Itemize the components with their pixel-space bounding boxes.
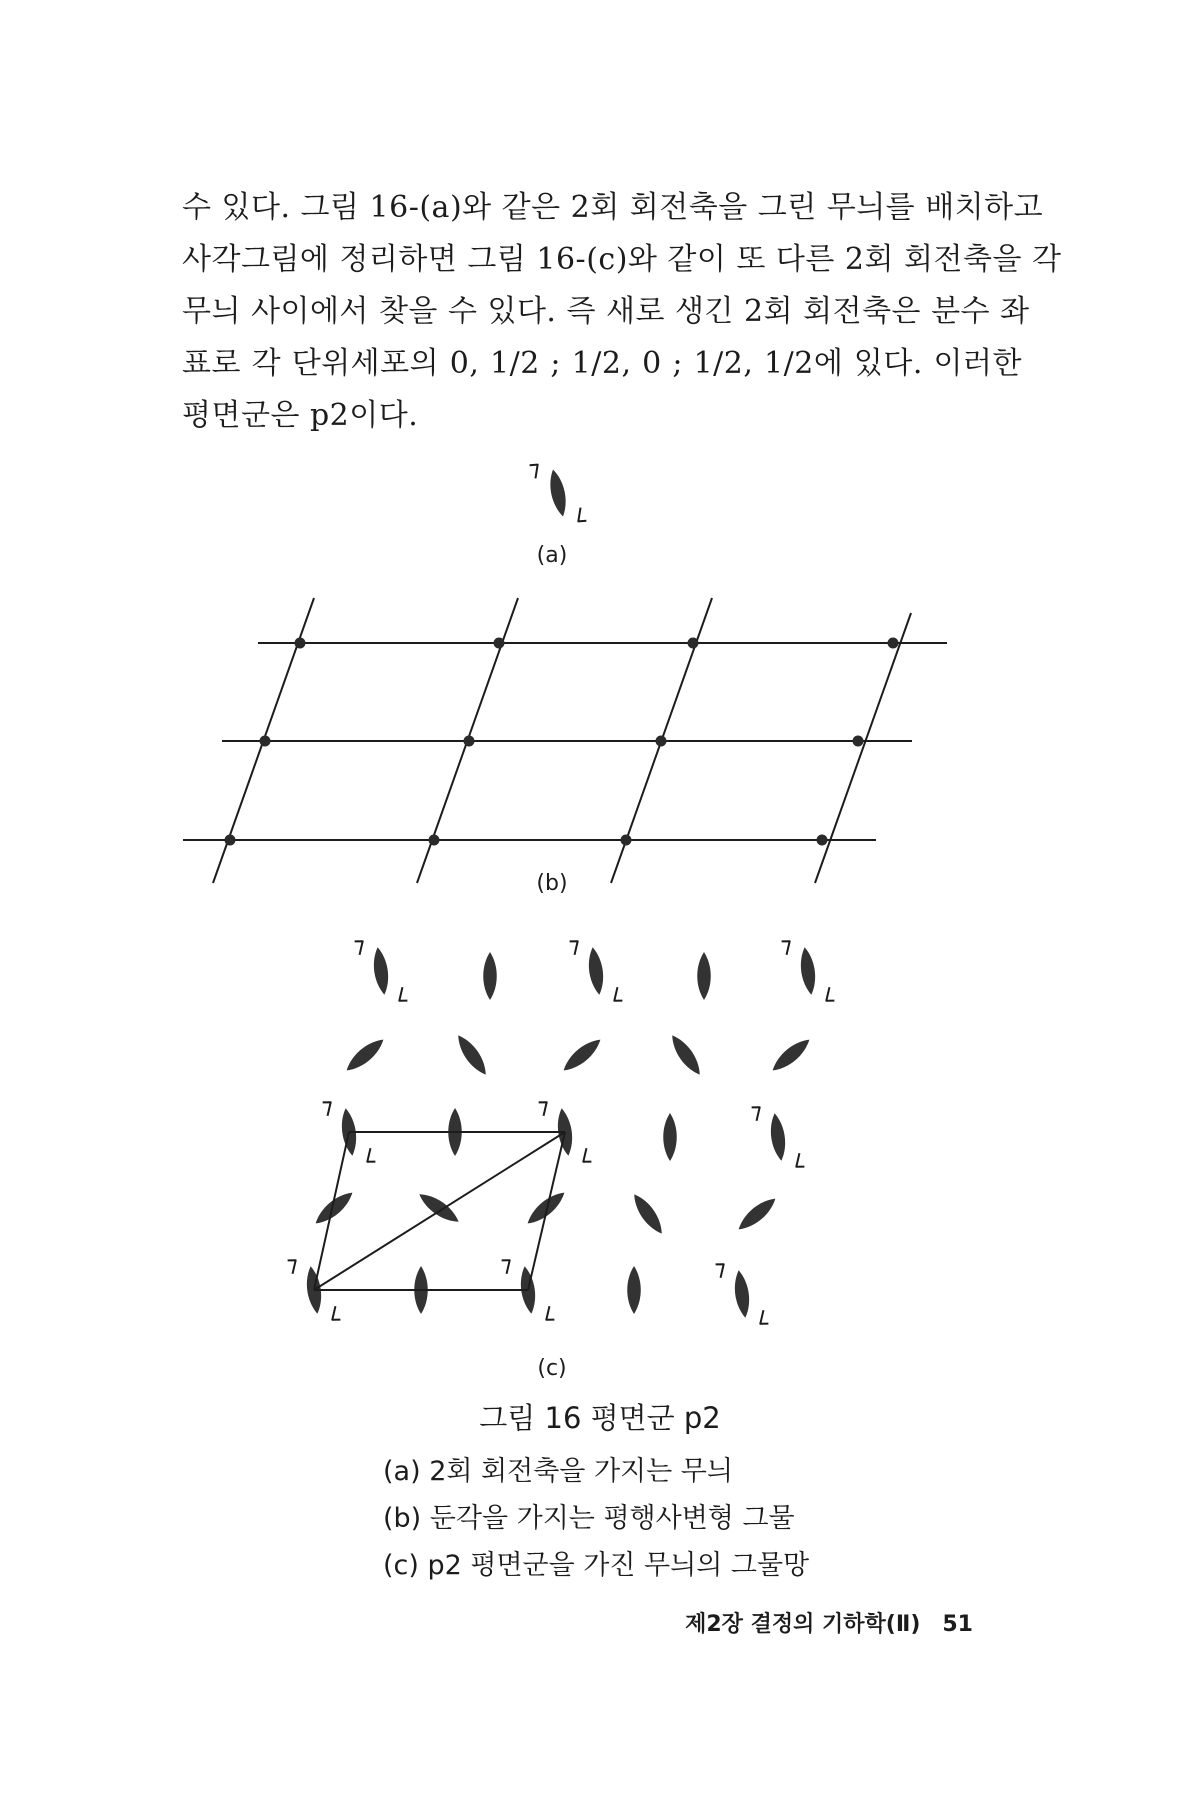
subcaption-c: (c) p2 평면군을 가진 무늬의 그물망: [383, 1550, 810, 1581]
figure-label-c: (c): [537, 1356, 567, 1381]
page-number: 51: [942, 1612, 973, 1637]
paragraph-line: 표로 각 단위세포의 0, 1/2 ; 1/2, 0 ; 1/2, 1/2에 있다. 이러한: [182, 346, 1022, 381]
figure-caption: 그림 16 평면군 p2: [479, 1401, 721, 1435]
page-footer: [685, 1607, 973, 1638]
paragraph-line: 무늬 사이에서 찾을 수 있다. 즉 새로 생긴 2회 회전축은 분수 좌: [182, 294, 1030, 329]
paragraph-line: 평면군은 p2이다.: [182, 398, 419, 433]
figure-label-a: (a): [536, 543, 568, 568]
figure-label-b: (b): [536, 871, 568, 896]
paragraph-line: 수 있다. 그림 16-(a)와 같은 2회 회전축을 그린 무늬를 배치하고: [182, 190, 1044, 225]
subcaption-b: (b) 둔각을 가지는 평행사변형 그물: [383, 1503, 795, 1534]
unit-cell-c: [314, 1132, 565, 1290]
paragraph-line: 사각그림에 정리하면 그림 16-(c)와 같이 또 다른 2회 회전축을 각: [182, 242, 1062, 277]
figure-subcaptions: [383, 1448, 809, 1589]
chapter-title: 제2장 결정의 기하학(Ⅱ): [685, 1612, 921, 1637]
subcaption-a: (a) 2회 회전축을 가지는 무늬: [383, 1456, 733, 1487]
motif-a: [530, 456, 587, 530]
